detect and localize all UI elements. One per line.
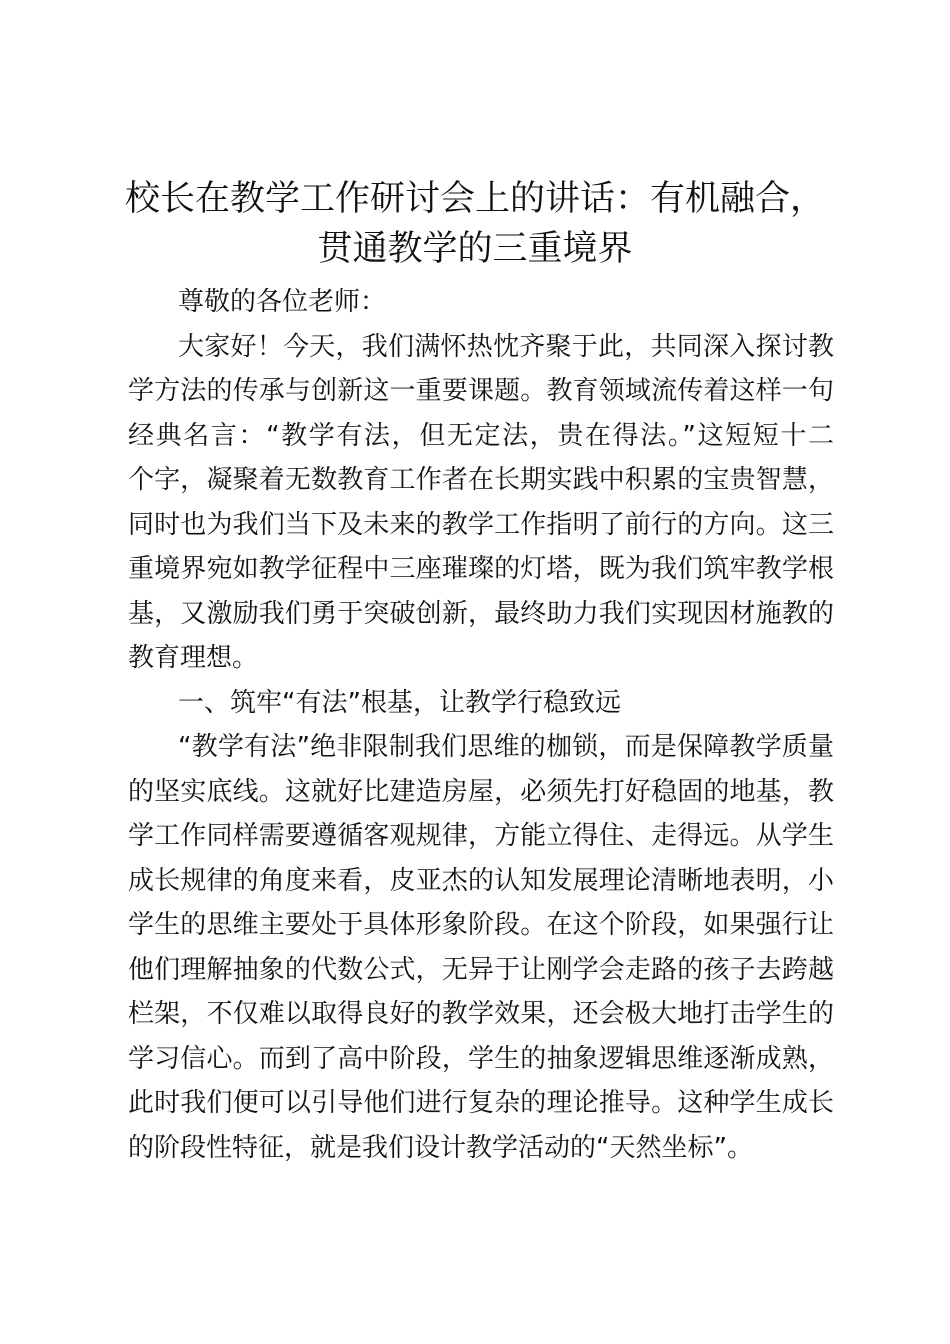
paragraph-1-line: 个字，凝聚着无数教育工作者在长期实践中积累的宝贵智慧， (128, 465, 834, 495)
paragraph-1-line: 基，又激励我们勇于突破创新，最终助力我们实现因材施教的 (128, 598, 834, 629)
paragraph-1-line: 大家好！今天，我们满怀热忱齐聚于此，共同深入探讨教 (178, 331, 834, 362)
paragraph-2-line: “教学有法”绝非限制我们思维的枷锁，而是保障教学质量 (178, 732, 834, 762)
paragraph-1-line: 教育理想。 (128, 643, 259, 673)
paragraph-2-line: 他们理解抽象的代数公式，无异于让刚学会走路的孩子去跨越 (128, 954, 834, 985)
paragraph-2-line: 栏架，不仅难以取得良好的教学效果，还会极大地打击学生的 (128, 999, 834, 1029)
paragraph-2-line: 成长规律的角度来看，皮亚杰的认知发展理论清晰地表明，小 (128, 865, 834, 896)
paragraph-1-line: 学方法的传承与创新这一重要课题。教育领域流传着这样一句 (128, 376, 834, 406)
paragraph-2-line: 的阶段性特征，就是我们设计教学活动的“天然坐标”。 (128, 1132, 753, 1163)
paragraph-2-line: 此时我们便可以引导他们进行复杂的理论推导。这种学生成长 (128, 1088, 834, 1118)
paragraph-2-line: 学习信心。而到了高中阶段，学生的抽象逻辑思维逐渐成熟， (128, 1043, 834, 1074)
paragraph-1-line: 同时也为我们当下及未来的教学工作指明了前行的方向。这三 (128, 509, 834, 540)
paragraph-1-line: 经典名言：“教学有法，但无定法，贵在得法。”这短短十二 (128, 420, 834, 451)
paragraph-2-line: 的坚实底线。这就好比建造房屋，必须先打好稳固的地基，教 (128, 776, 834, 807)
section-1-heading: 一、筑牢“有法”根基，让教学行稳致远 (178, 687, 621, 718)
document-title-line-1: 校长在教学工作研讨会上的讲话：有机融合， (124, 179, 825, 219)
document-body (128, 280, 834, 1170)
paragraph-2-line: 学生的思维主要处于具体形象阶段。在这个阶段，如果强行让 (128, 910, 834, 940)
paragraph-2-line: 学工作同样需要遵循客观规律，方能立得住、走得远。从学生 (128, 821, 834, 851)
salutation: 尊敬的各位老师： (178, 287, 387, 317)
paragraph-1-line: 重境界宛如教学征程中三座璀璨的灯塔，既为我们筑牢教学根 (128, 554, 834, 584)
document-title-line-2: 贯通教学的三重境界 (317, 229, 633, 269)
